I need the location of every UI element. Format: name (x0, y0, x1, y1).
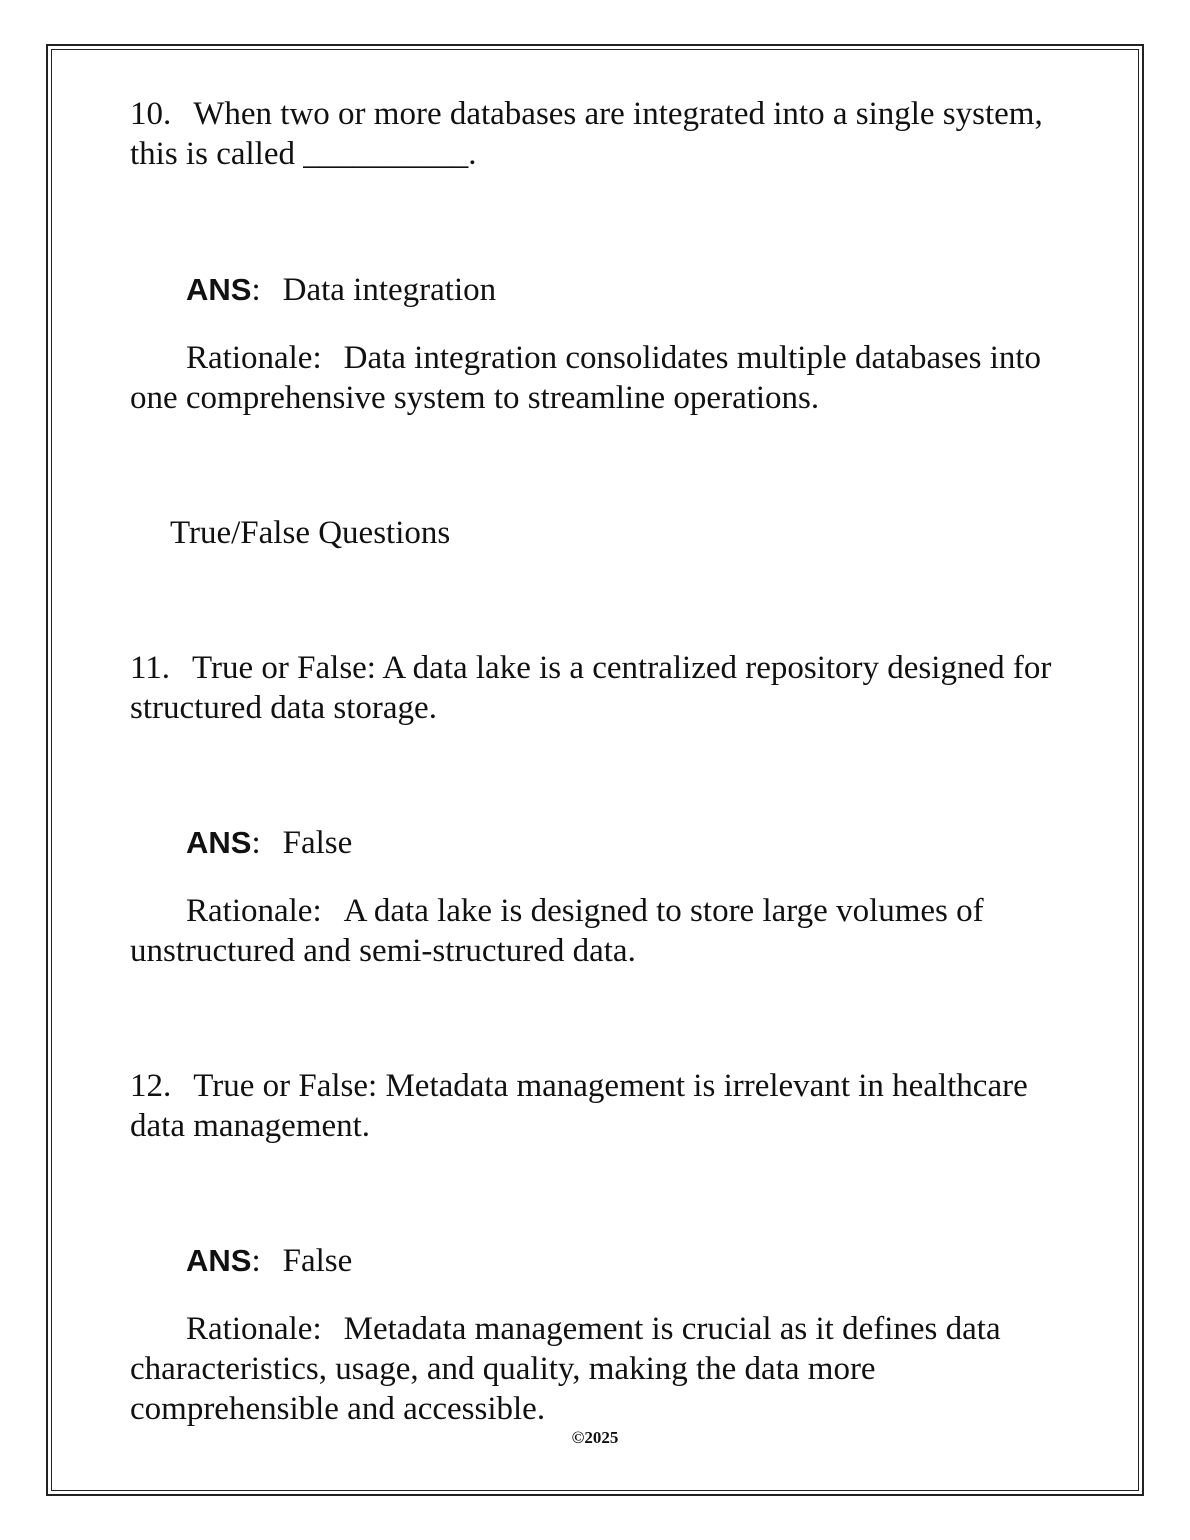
rationale-text: Metadata management is crucial as it defines data characteristics, usage, and quality, making the data more comprehensible and accessible. (130, 1311, 1001, 1427)
answer-text: False (282, 1243, 353, 1279)
rationale-label: Rationale: (186, 1311, 322, 1347)
answer-12: ANS: False (186, 1243, 353, 1279)
rationale-10 (130, 338, 1070, 418)
question-text: When two or more databases are integrated into a single system, this is called __________. (130, 96, 1043, 172)
ans-label: ANS (186, 272, 252, 307)
answer-text: False (282, 825, 353, 861)
question-text: True or False: A data lake is a centralized repository designed for structured data storage. (130, 650, 1052, 726)
question-11 (130, 648, 1070, 728)
copyright-footer: ©2025 (571, 1428, 619, 1447)
section-heading: True/False Questions (170, 515, 451, 551)
answer-10: ANS: Data integration (186, 272, 497, 308)
question-number: 10. (130, 96, 172, 132)
question-10 (130, 94, 1070, 174)
rationale-11 (130, 891, 1070, 971)
answer-text: Data integration (282, 272, 497, 308)
rationale-12 (130, 1309, 1070, 1429)
rationale-text: Data integration consolidates multiple databases into one comprehensive system to streamline operations. (130, 340, 1042, 416)
ans-label: ANS (186, 825, 252, 860)
rationale-label: Rationale: (186, 340, 322, 376)
question-number: 11. (130, 650, 171, 686)
question-text: True or False: Metadata management is irrelevant in healthcare data management. (130, 1068, 1028, 1144)
question-12 (130, 1066, 1070, 1146)
question-number: 12. (130, 1068, 172, 1104)
answer-11: ANS: False (186, 825, 353, 861)
rationale-label: Rationale: (186, 893, 322, 929)
rationale-text: A data lake is designed to store large volumes of unstructured and semi-structured data. (130, 893, 984, 969)
ans-label: ANS (186, 1243, 252, 1278)
